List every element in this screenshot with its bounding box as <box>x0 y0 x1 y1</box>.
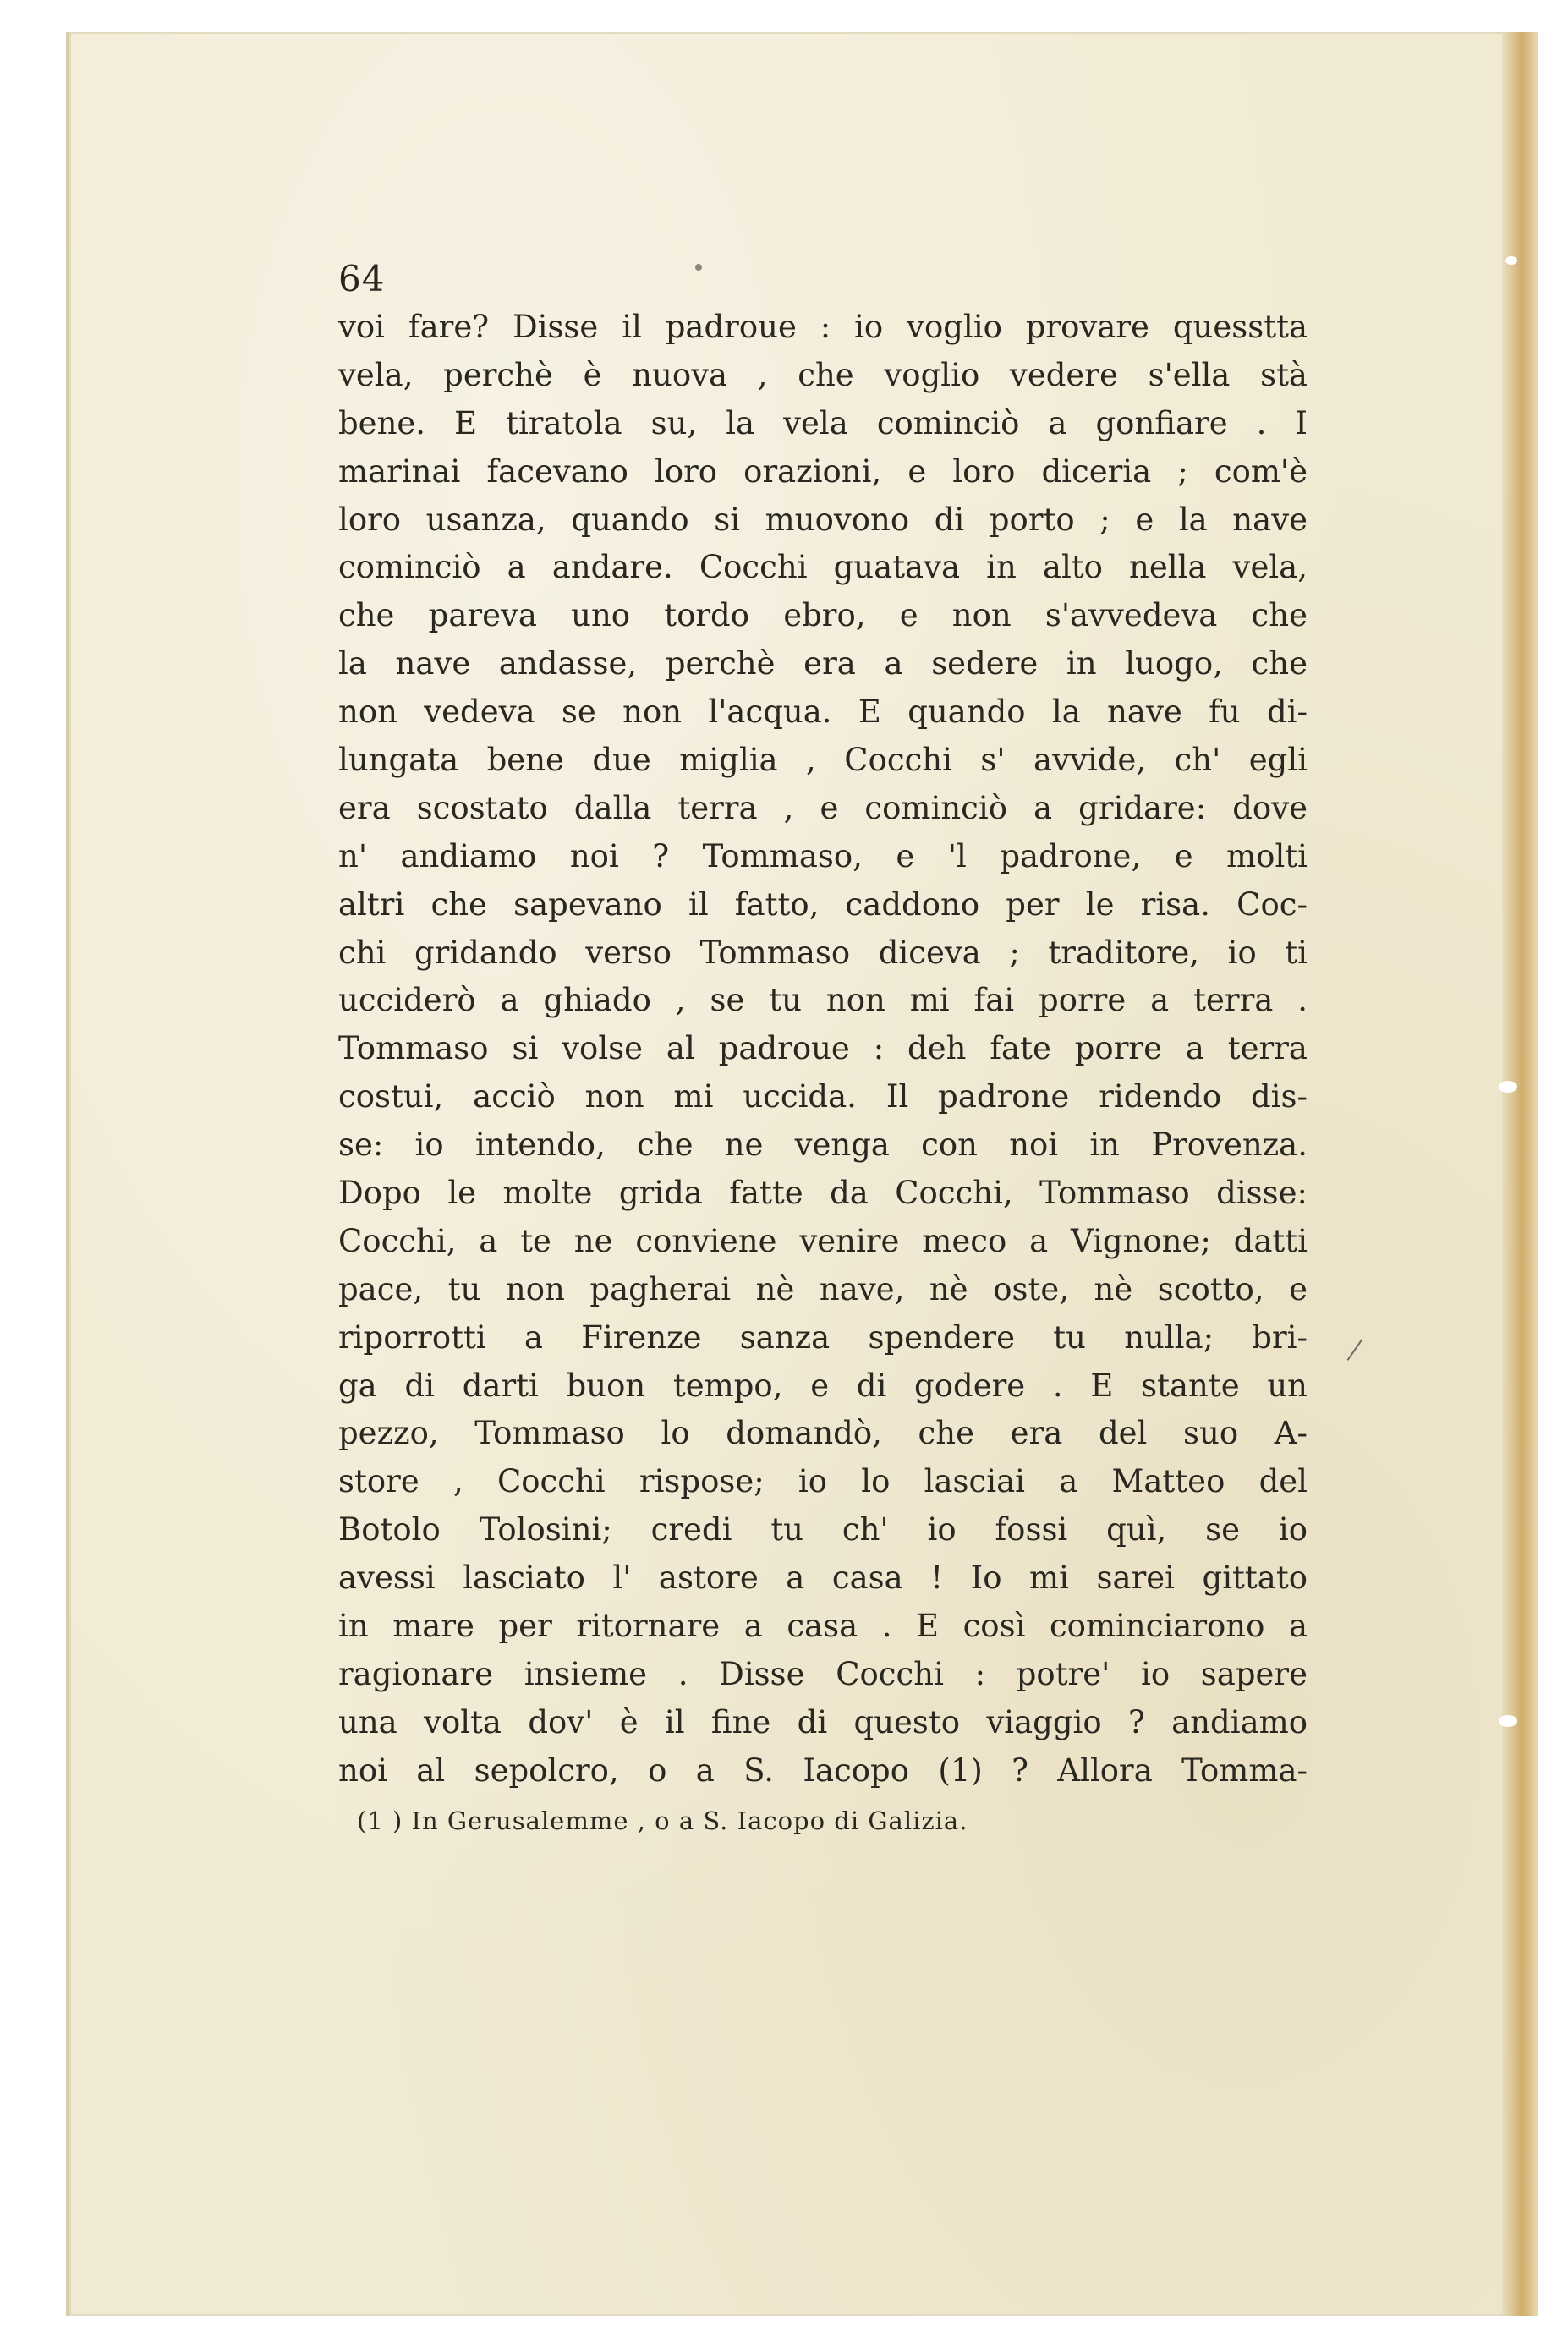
binding-hole <box>1499 1715 1517 1727</box>
text-line: la nave andasse, perchè era a sedere in luogo, che <box>338 645 1308 682</box>
text-line: Tommaso si volse al padroue : deh fate porre a terra <box>338 1030 1308 1067</box>
binding-hole <box>1499 1081 1517 1093</box>
text-line: costui, acciò non mi uccida. Il padrone ridendo dis- <box>338 1078 1308 1115</box>
text-line: una volta dov' è il fine di questo viaggio ? andiamo <box>338 1703 1308 1740</box>
text-line: ragionare insieme . Disse Cocchi : potre' io sapere <box>338 1655 1308 1692</box>
text-line: in mare per ritornare a casa . E così cominciarono a <box>338 1608 1308 1645</box>
text-line: che pareva uno tordo ebro, e non s'avvedeva che <box>338 597 1308 634</box>
text-line: noi al sepolcro, o a S. Iacopo (1) ? Allora Tomma- <box>338 1751 1308 1789</box>
text-line: voi fare? Disse il padroue : io voglio provare quesstta <box>338 309 1308 345</box>
text-line: era scostato dalla terra , e cominciò a gridare: dove <box>338 789 1308 826</box>
text-line: Botolo Tolosini; credi tu ch' io fossi quì, se io <box>338 1511 1308 1548</box>
body-text <box>338 304 1308 1795</box>
text-line: ga di darti buon tempo, e di godere . E stante un <box>338 1367 1308 1404</box>
text-line: vela, perchè è nuova , che voglio vedere s'ella stà <box>338 356 1308 393</box>
text-line: n' andiamo noi ? Tommaso, e 'l padrone, e molti <box>338 837 1308 874</box>
text-line: Cocchi, a te ne conviene venire meco a Vignone; datti <box>338 1222 1308 1259</box>
text-line: pace, tu non pagherai nè nave, nè oste, nè scotto, e <box>338 1270 1308 1307</box>
text-block <box>338 258 1308 1838</box>
text-line: cominciò a andare. Cocchi guatava in alto nella vela, <box>338 549 1308 586</box>
text-line: se: io intendo, che ne venga con noi in Provenza. <box>338 1126 1308 1164</box>
footnote: (1 ) In Gerusalemme , o a S. Iacopo di Galizia. <box>357 1806 968 1835</box>
text-line: chi gridando verso Tommaso diceva ; traditore, io ti <box>338 934 1308 971</box>
page-edge-stain <box>1502 32 1538 2316</box>
text-line: bene. E tiratola su, la vela cominciò a gonfiare . I <box>338 404 1308 441</box>
page-number: 64 <box>338 258 386 299</box>
text-line: non vedeva se non l'acqua. E quando la nave fu di- <box>338 693 1308 731</box>
text-line: altri che sapevano il fatto, caddono per le risa. Coc- <box>338 885 1308 923</box>
text-line: avessi lasciato l' astore a casa ! Io mi sarei gittato <box>338 1559 1308 1597</box>
text-line: store , Cocchi rispose; io lo lasciai a Matteo del <box>338 1463 1308 1500</box>
text-line: loro usanza, quando si muovono di porto ; e la nave <box>338 501 1308 538</box>
binding-hole <box>1505 256 1517 265</box>
text-line: pezzo, Tommaso lo domandò, che era del suo A- <box>338 1415 1308 1452</box>
text-line: Dopo le molte grida fatte da Cocchi, Tommaso disse: <box>338 1175 1308 1212</box>
text-line: lungata bene due miglia , Cocchi s' avvide, ch' egli <box>338 742 1308 779</box>
text-line: riporrotti a Firenze sanza spendere tu nulla; bri- <box>338 1318 1308 1356</box>
text-line: ucciderò a ghiado , se tu non mi fai porre a terra . <box>338 982 1308 1019</box>
text-line: marinai facevano loro orazioni, e loro diceria ; com'è <box>338 452 1308 490</box>
